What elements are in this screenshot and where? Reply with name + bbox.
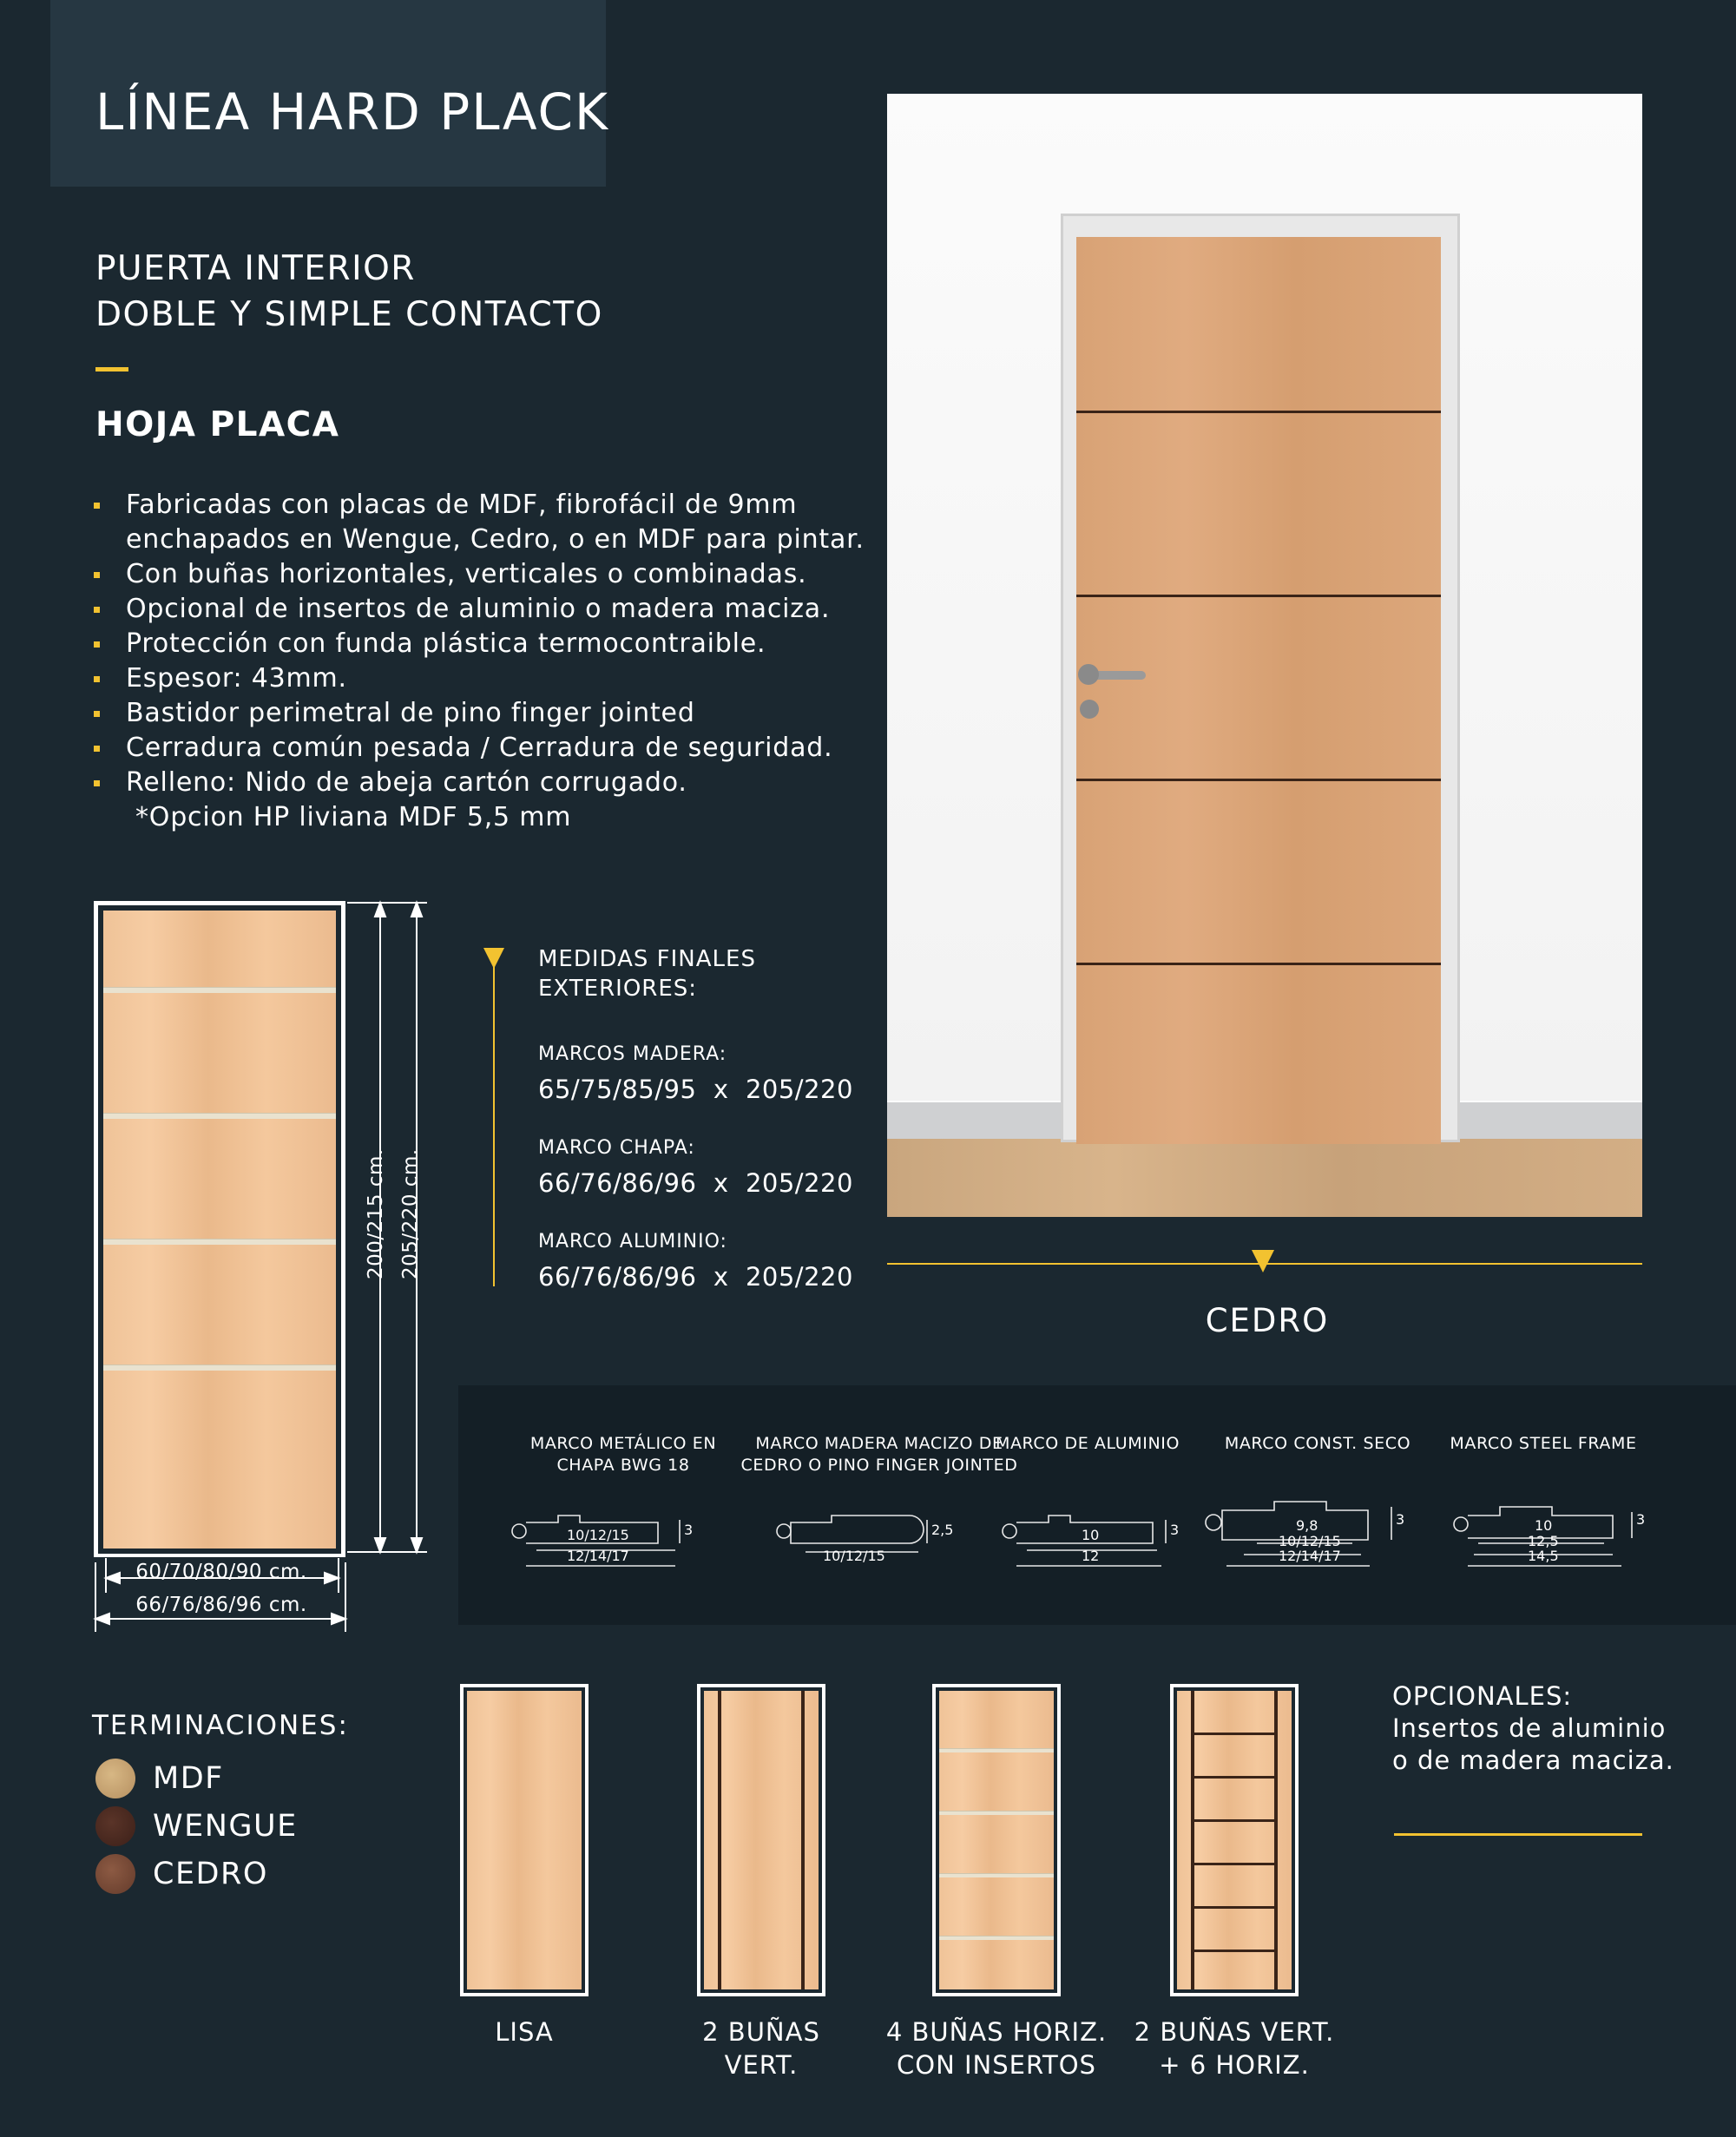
- model-label: [875, 2015, 1118, 2081]
- subtitle-line1: PUERTA INTERIOR: [95, 249, 416, 288]
- profile-title-line: CHAPA BWG 18: [556, 1456, 690, 1475]
- groove: [1191, 1691, 1194, 1989]
- profile-dim: 12,5: [1528, 1533, 1559, 1549]
- page-title: LÍNEA HARD PLACK: [95, 82, 610, 141]
- swatch-wengue: [95, 1806, 135, 1846]
- madera-value: 65/75/85/95 x 205/220: [538, 1075, 853, 1104]
- groove: [801, 1691, 805, 1989]
- opcionales-line: Insertos de aluminio: [1392, 1713, 1667, 1743]
- opcionales: [1392, 1680, 1674, 1777]
- cedro-door: [1076, 237, 1441, 1144]
- profile-dim: 10/12/15: [823, 1548, 885, 1564]
- model-panel: [704, 1691, 819, 1989]
- width-outer-label: 66/76/86/96 cm.: [135, 1594, 307, 1616]
- model-label: [1113, 2015, 1356, 2081]
- profile-dim: 12/14/17: [567, 1548, 629, 1564]
- profile-dim: 9,8: [1296, 1517, 1318, 1534]
- groove: [1194, 1906, 1274, 1909]
- medidas-heading1: MEDIDAS FINALES: [538, 946, 756, 972]
- profile-dim: 10: [1535, 1517, 1553, 1534]
- section-title: HOJA PLACA: [95, 405, 340, 444]
- caption-divider: [887, 1243, 1642, 1278]
- feature-item: Fabricadas con placas de MDF, fibrofácil de 9mm: [94, 488, 875, 523]
- madera-label: MARCOS MADERA:: [538, 1043, 727, 1065]
- profile-dim: 10: [1082, 1527, 1100, 1543]
- model-label-line: VERT.: [724, 2050, 799, 2080]
- finish-label: WENGUE: [153, 1809, 298, 1844]
- feature-item: Espesor: 43mm.: [94, 661, 875, 696]
- model-2-bunas-vert: [697, 1684, 825, 1996]
- model-label-line: 2 BUÑAS VERT.: [1134, 2017, 1335, 2047]
- finish-label: CEDRO: [153, 1857, 268, 1891]
- profile-dim: 14,5: [1528, 1548, 1559, 1564]
- model-lisa: [460, 1684, 589, 1996]
- profile-title: MARCO DE ALUMINIO: [995, 1434, 1180, 1453]
- feature-item: Con buñas horizontales, verticales o combinadas.: [94, 557, 875, 592]
- feature-item: Relleno: Nido de abeja cartón corrugado.: [94, 766, 875, 800]
- groove: [1194, 1863, 1274, 1865]
- profile-dim: 2,5: [931, 1522, 954, 1538]
- groove: [1194, 1950, 1274, 1952]
- subtitle-line2: DOBLE Y SIMPLE CONTACTO: [95, 295, 603, 334]
- chapa-value: 66/76/86/96 x 205/220: [538, 1168, 853, 1198]
- accent-divider: [95, 367, 128, 372]
- finish-mdf: [95, 1759, 224, 1798]
- profile-dim: 12: [1082, 1548, 1100, 1564]
- model-panel: [939, 1691, 1054, 1989]
- opcionales-line: o de madera maciza.: [1392, 1746, 1674, 1775]
- profile-title-line: MARCO MADERA MACIZO DE: [755, 1434, 1003, 1453]
- feature-note: *Opcion HP liviana MDF 5,5 mm: [135, 802, 572, 832]
- profile-title-line: CEDRO O PINO FINGER JOINTED: [740, 1456, 1018, 1475]
- model-4-bunas-horiz: [932, 1684, 1061, 1996]
- door-photo: [887, 94, 1642, 1217]
- profile-dim: 12/14/17: [1279, 1548, 1341, 1564]
- profile-dim: 3: [1170, 1522, 1180, 1538]
- medidas-heading2: EXTERIORES:: [538, 976, 698, 1002]
- height-outer-label: 205/220 cm.: [399, 1148, 422, 1279]
- insert-strip: [939, 1811, 1054, 1815]
- model-label: [674, 2015, 848, 2081]
- finish-wengue: [95, 1806, 298, 1846]
- groove: [718, 1691, 721, 1989]
- groove: [1274, 1691, 1278, 1989]
- profile-title: [502, 1433, 745, 1476]
- feature-item: Cerradura común pesada / Cerradura de seguridad.: [94, 731, 875, 766]
- swatch-mdf: [95, 1759, 135, 1798]
- profile-dim: 3: [684, 1522, 694, 1538]
- profile-dim: 10/12/15: [1279, 1533, 1341, 1549]
- aluminio-label: MARCO ALUMINIO:: [538, 1231, 727, 1253]
- insert-strip: [939, 1748, 1054, 1752]
- medidas-block: [538, 944, 756, 1003]
- model-label-line: + 6 HORIZ.: [1159, 2050, 1310, 2080]
- profile-dim: 3: [1396, 1511, 1405, 1528]
- finish-label: MDF: [153, 1761, 224, 1796]
- groove: [1194, 1819, 1274, 1822]
- profile-title: MARCO CONST. SECO: [1224, 1434, 1411, 1453]
- model-2-vert-6-horiz: [1170, 1684, 1299, 1996]
- medidas-marker: [482, 946, 508, 1293]
- chapa-label: MARCO CHAPA:: [538, 1137, 695, 1159]
- width-inner-label: 60/70/80/90 cm.: [135, 1561, 307, 1583]
- insert-strip: [939, 1873, 1054, 1877]
- profile-dim: 3: [1636, 1511, 1646, 1528]
- profile-title-line: MARCO METÁLICO EN: [529, 1434, 717, 1453]
- model-label-line: 4 BUÑAS HORIZ.: [885, 2017, 1108, 2047]
- aluminio-value: 66/76/86/96 x 205/220: [538, 1262, 853, 1292]
- model-label-line: LISA: [495, 2017, 554, 2047]
- profile-dim: 10/12/15: [567, 1527, 629, 1543]
- feature-item: Bastidor perimetral de pino finger jointed: [94, 696, 875, 731]
- insert-strip: [939, 1936, 1054, 1940]
- feature-item: enchapados en Wengue, Cedro, o en MDF para pintar.: [126, 524, 865, 555]
- model-label-line: 2 BUÑAS: [702, 2017, 820, 2047]
- frame-profiles: [458, 1385, 1736, 1625]
- model-label-line: CON INSERTOS: [897, 2050, 1096, 2080]
- finish-cedro: [95, 1854, 268, 1894]
- model-panel: [1177, 1691, 1292, 1989]
- opcionales-title: OPCIONALES:: [1392, 1681, 1573, 1711]
- swatch-cedro: [95, 1854, 135, 1894]
- photo-caption: CEDRO: [1205, 1302, 1330, 1339]
- feature-item: Protección con funda plástica termocontraible.: [94, 627, 875, 661]
- features-list: [94, 488, 875, 835]
- subtitle: [95, 246, 603, 338]
- feature-item: Opcional de insertos de aluminio o madera maciza.: [94, 592, 875, 627]
- model-label: [437, 2015, 611, 2048]
- profile-title: MARCO STEEL FRAME: [1450, 1434, 1637, 1453]
- terminaciones-title: TERMINACIONES:: [92, 1710, 349, 1741]
- model-panel: [467, 1691, 582, 1989]
- height-inner-label: 200/215 cm.: [365, 1148, 387, 1279]
- groove: [1194, 1733, 1274, 1735]
- opcionales-divider: [1394, 1833, 1642, 1836]
- groove: [1194, 1776, 1274, 1779]
